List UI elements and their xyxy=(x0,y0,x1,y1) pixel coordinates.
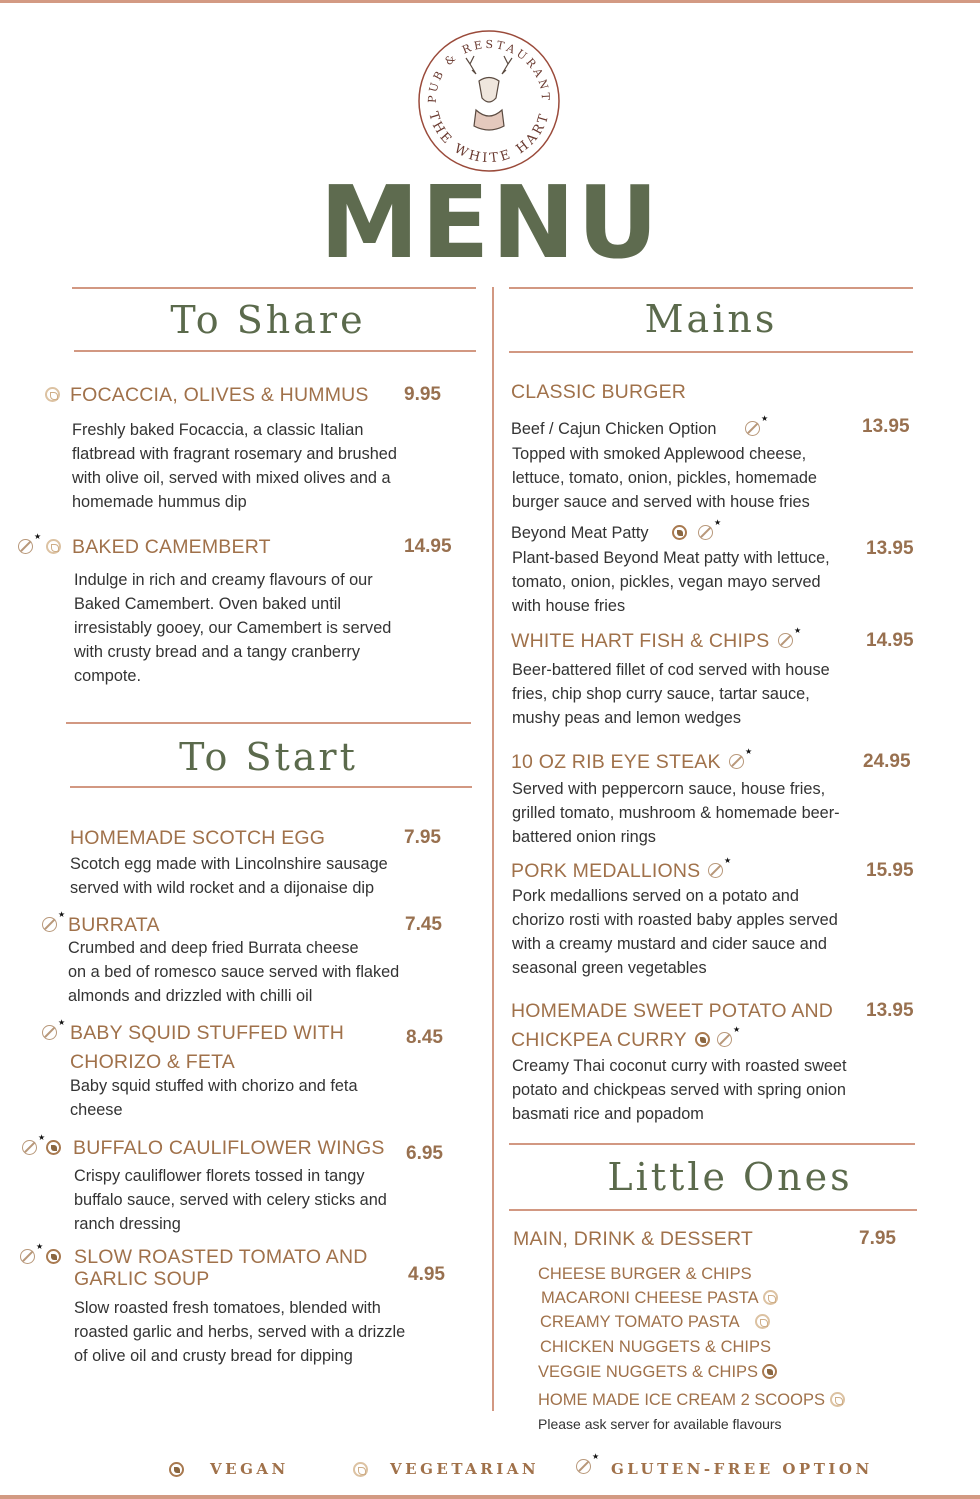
menu-item-title: BABY SQUID STUFFED WITH xyxy=(70,1022,345,1044)
menu-item-title: MAIN, DRINK & DESSERT xyxy=(513,1228,754,1250)
menu-item-title: SLOW ROASTED TOMATO AND xyxy=(74,1246,368,1268)
menu-item-description: Crispy cauliflower florets tossed in tangy xyxy=(74,1167,365,1185)
menu-item-description: almonds and drizzled with chilli oil xyxy=(68,987,313,1005)
kids-item: CREAMY TOMATO PASTA xyxy=(540,1313,740,1331)
menu-item-description: Served with peppercorn sauce, house fries, xyxy=(512,780,826,798)
menu-item-price: 7.45 xyxy=(405,914,442,935)
menu-item-description: Crumbed and deep fried Burrata cheese xyxy=(68,939,359,957)
kids-item: HOME MADE ICE CREAM 2 SCOOPS xyxy=(538,1391,825,1409)
column-divider xyxy=(492,287,494,1411)
gluten-free-icon xyxy=(576,1459,591,1474)
divider xyxy=(70,786,472,788)
gluten-free-icon xyxy=(20,1249,35,1264)
menu-item-price: 4.95 xyxy=(408,1264,445,1285)
logo-top-text: PUB & RESTAURANT xyxy=(425,37,553,104)
kids-item: MACARONI CHEESE PASTA xyxy=(541,1289,759,1307)
section-heading-little-ones: Little Ones xyxy=(607,1155,853,1199)
top-border xyxy=(0,0,980,3)
vegan-icon xyxy=(695,1032,710,1047)
vegan-icon xyxy=(46,1249,61,1264)
menu-item-title: BURRATA xyxy=(68,914,160,936)
menu-item-description: lettuce, tomato, onion, pickles, homemade xyxy=(512,469,817,487)
vegetarian-icon xyxy=(830,1392,845,1407)
menu-item-description: tomato, onion, pickles, vegan mayo served xyxy=(512,573,821,591)
menu-item-description: chorizo rosti with roasted baby apples served xyxy=(512,911,838,929)
menu-item-description: battered onion rings xyxy=(512,828,656,846)
menu-item-title: FOCACCIA, OLIVES & HUMMUS xyxy=(70,384,369,406)
menu-item-price: 24.95 xyxy=(863,751,911,772)
divider xyxy=(509,287,913,289)
menu-item-title: PORK MEDALLIONS xyxy=(511,860,701,882)
vegan-icon xyxy=(672,525,687,540)
menu-item-title: 10 OZ RIB EYE STEAK xyxy=(511,751,721,773)
menu-item-price: 14.95 xyxy=(866,630,914,651)
menu-item-description: Pork medallions served on a potato and xyxy=(512,887,799,905)
menu-item-description: with olive oil, served with mixed olives and a xyxy=(72,469,391,487)
menu-item-price: 13.95 xyxy=(866,1000,914,1021)
gluten-free-icon xyxy=(778,633,793,648)
vegetarian-icon xyxy=(763,1290,778,1305)
menu-item-title: CLASSIC BURGER xyxy=(511,381,687,403)
menu-title: MENU xyxy=(319,164,661,281)
menu-item-description: basmati rice and popadom xyxy=(512,1105,704,1123)
menu-item-description: Plant-based Beyond Meat patty with lettuce, xyxy=(512,549,830,567)
menu-item-title: HOMEMADE SWEET POTATO AND xyxy=(511,1000,834,1022)
section-heading-mains: Mains xyxy=(644,297,778,341)
bottom-border xyxy=(0,1495,980,1499)
kids-item: CHEESE BURGER & CHIPS xyxy=(538,1265,752,1283)
vegetarian-icon xyxy=(353,1462,368,1477)
menu-item-description: with crusty bread and a tangy cranberry xyxy=(74,643,360,661)
divider xyxy=(72,287,476,289)
menu-item-description: with house fries xyxy=(512,597,626,615)
divider xyxy=(509,351,913,353)
vegan-icon xyxy=(762,1364,777,1379)
menu-item-price: 9.95 xyxy=(404,384,441,405)
menu-item-description: roasted garlic and herbs, served with a drizzle xyxy=(74,1323,406,1341)
menu-item-price: 13.95 xyxy=(862,416,910,437)
kids-note: Please ask server for available flavours xyxy=(538,1416,782,1432)
logo xyxy=(414,26,564,176)
menu-item-title: GARLIC SOUP xyxy=(74,1268,210,1290)
menu-item-description: ranch dressing xyxy=(74,1215,181,1233)
menu-item-title: BUFFALO CAULIFLOWER WINGS xyxy=(73,1137,385,1159)
legend-gluten-free: GLUTEN-FREE OPTION xyxy=(611,1460,873,1478)
menu-item-title: CHORIZO & FETA xyxy=(70,1051,235,1073)
menu-item-description: mushy peas and lemon wedges xyxy=(512,709,741,727)
menu-item-price: 6.95 xyxy=(406,1143,443,1164)
menu-item-description: of olive oil and crusty bread for dipping xyxy=(74,1347,353,1365)
menu-item-title: HOMEMADE SCOTCH EGG xyxy=(70,827,326,849)
section-heading-to-start: To Start xyxy=(179,735,358,779)
divider xyxy=(509,1143,915,1145)
gluten-free-icon xyxy=(729,754,744,769)
gluten-free-icon xyxy=(708,863,723,878)
menu-item-description: buffalo sauce, served with celery sticks and xyxy=(74,1191,387,1209)
menu-item-description: on a bed of romesco sauce served with flaked xyxy=(68,963,400,981)
gluten-free-icon xyxy=(42,917,57,932)
legend-vegetarian: VEGETARIAN xyxy=(390,1460,540,1478)
menu-item-description: irresistably gooey, our Camembert is served xyxy=(74,619,392,637)
stag-icon xyxy=(466,56,512,130)
menu-item-title: CHICKPEA CURRY xyxy=(511,1029,687,1051)
divider xyxy=(74,350,476,352)
menu-item-description: Baby squid stuffed with chorizo and feta xyxy=(70,1077,358,1095)
divider xyxy=(509,1209,917,1211)
kids-item: CHICKEN NUGGETS & CHIPS xyxy=(540,1338,772,1356)
gluten-free-icon xyxy=(717,1032,732,1047)
gluten-free-icon xyxy=(745,421,760,436)
menu-item-description: Topped with smoked Applewood cheese, xyxy=(512,445,807,463)
menu-item-description: flatbread with fragrant rosemary and brushed xyxy=(72,445,397,463)
menu-item-description: cheese xyxy=(70,1101,123,1119)
menu-item-description: potato and chickpeas served with spring onion xyxy=(512,1081,846,1099)
divider xyxy=(66,722,471,724)
vegetarian-icon xyxy=(46,539,61,554)
menu-item-description: Freshly baked Focaccia, a classic Italian xyxy=(72,421,364,439)
menu-item-description: compote. xyxy=(74,667,141,685)
gluten-free-icon xyxy=(42,1025,57,1040)
menu-item-title: BAKED CAMEMBERT xyxy=(72,536,271,558)
menu-item-description: homemade hummus dip xyxy=(72,493,247,511)
gluten-free-icon xyxy=(698,525,713,540)
menu-item-description: with a creamy mustard and cider sauce and xyxy=(512,935,827,953)
menu-item-description: Creamy Thai coconut curry with roasted sweet xyxy=(512,1057,847,1075)
kids-item: VEGGIE NUGGETS & CHIPS xyxy=(538,1363,759,1381)
logo-bottom-text: THE WHITE HART xyxy=(425,110,553,167)
menu-item-price: 14.95 xyxy=(404,536,452,557)
menu-item-description: Slow roasted fresh tomatoes, blended with xyxy=(74,1299,381,1317)
vegan-icon xyxy=(169,1462,184,1477)
menu-item-description: Indulge in rich and creamy flavours of our xyxy=(74,571,373,589)
menu-item-price: 7.95 xyxy=(859,1228,896,1249)
vegetarian-icon xyxy=(45,387,60,402)
menu-item-description: seasonal green vegetables xyxy=(512,959,707,977)
menu-item-price: 7.95 xyxy=(404,827,441,848)
vegan-icon xyxy=(46,1140,61,1155)
menu-item-option: Beef / Cajun Chicken Option xyxy=(511,420,717,438)
menu-item-price: 15.95 xyxy=(866,860,914,881)
menu-item-description: Beer-battered fillet of cod served with house xyxy=(512,661,830,679)
menu-item-description: fries, chip shop curry sauce, tartar sauce, xyxy=(512,685,810,703)
menu-item-description: served with wild rocket and a dijonaise dip xyxy=(70,879,375,897)
menu-item-description: grilled tomato, mushroom & homemade beer- xyxy=(512,804,840,822)
gluten-free-icon xyxy=(18,539,33,554)
menu-item-price: 13.95 xyxy=(866,538,914,559)
menu-item-option: Beyond Meat Patty xyxy=(511,524,649,542)
menu-item-description: burger sauce and served with house fries xyxy=(512,493,810,511)
gluten-free-icon xyxy=(22,1140,37,1155)
menu-item-description: Baked Camembert. Oven baked until xyxy=(74,595,341,613)
vegetarian-icon xyxy=(755,1314,770,1329)
menu-item-title: WHITE HART FISH & CHIPS xyxy=(511,630,770,652)
menu-item-description: Scotch egg made with Lincolnshire sausage xyxy=(70,855,388,873)
menu-item-price: 8.45 xyxy=(406,1027,443,1048)
legend-vegan: VEGAN xyxy=(210,1460,289,1478)
section-heading-to-share: To Share xyxy=(170,298,366,342)
